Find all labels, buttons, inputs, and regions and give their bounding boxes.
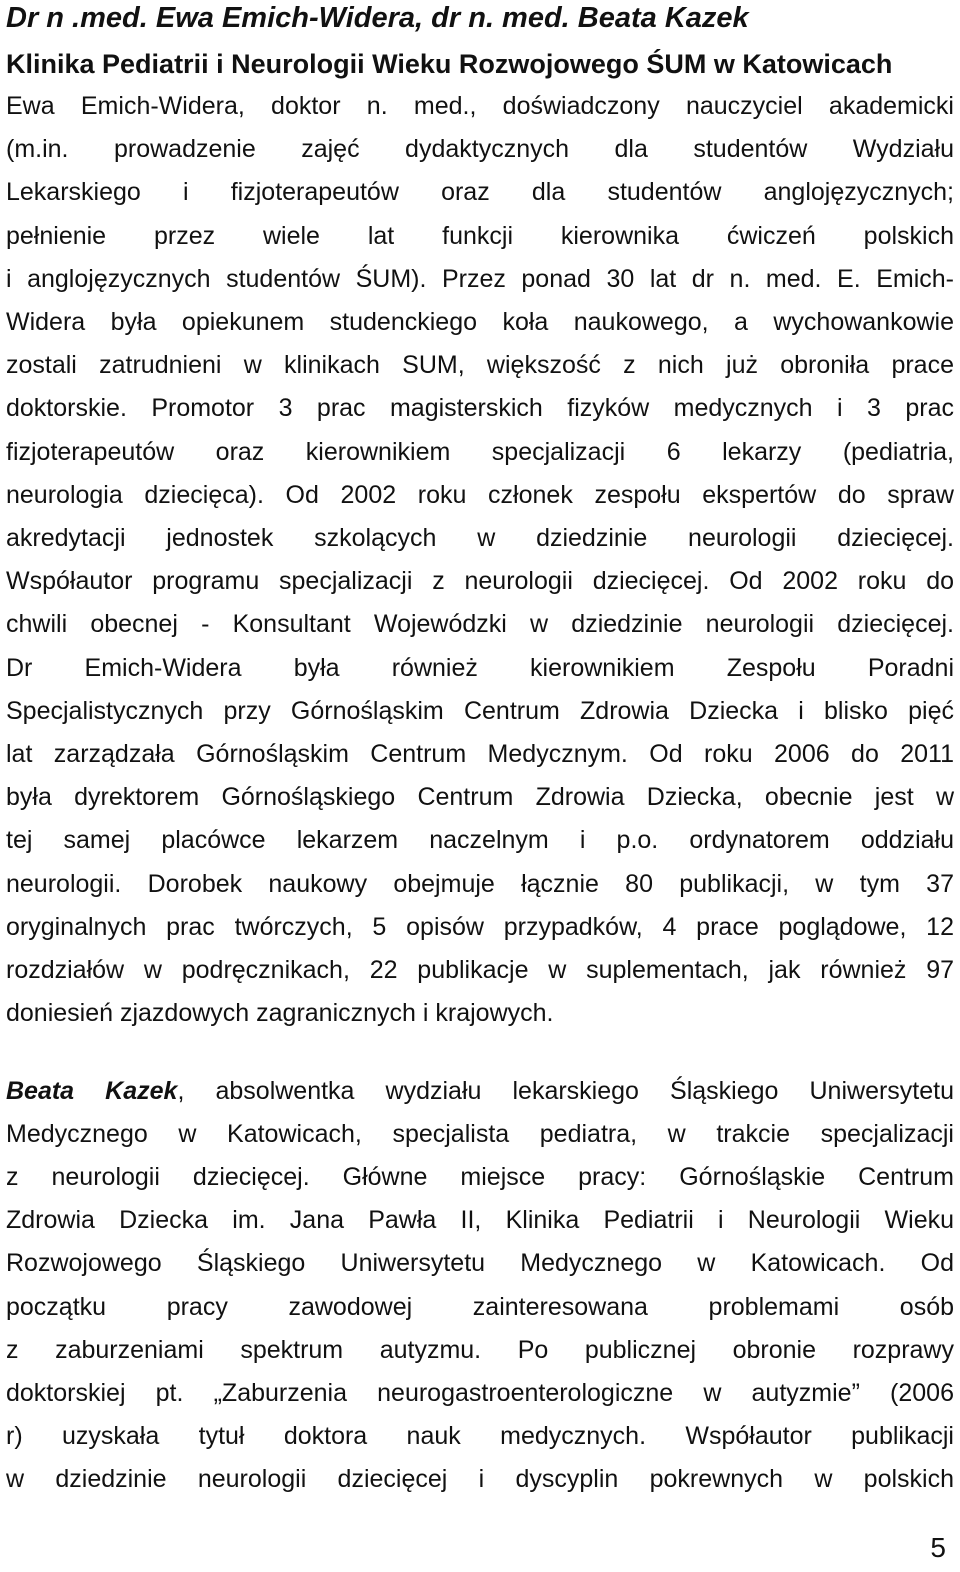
authors-heading: Dr n .med. Ewa Emich-Widera, dr n. med. Beata Kazek	[6, 2, 749, 34]
bio1-line: Ewa Emich-Widera, doktor n. med., doświadczony nauczyciel akademicki	[6, 92, 954, 120]
person-name: Beata Kazek	[6, 1077, 178, 1105]
bio1-line: akredytacji jednostek szkolących w dziedzinie neurologii dziecięcej.	[6, 524, 954, 552]
bio1-line: chwili obecnej - Konsultant Wojewódzki w dziedzinie neurologii dziecięcej.	[6, 610, 954, 638]
bio1-line: była dyrektorem Górnośląskiego Centrum Zdrowia Dziecka, obecnie jest w	[6, 783, 954, 811]
bio1-line: zostali zatrudnieni w klinikach SUM, większość z nich już obroniła prace	[6, 351, 954, 379]
bio1-line: tej samej placówce lekarzem naczelnym i p.o. ordynatorem oddziału	[6, 826, 954, 854]
page-number: 5	[930, 1532, 946, 1563]
bio1-line: Dr Emich-Widera była również kierownikiem Zespołu Poradni	[6, 654, 954, 682]
affiliation-heading: Klinika Pediatrii i Neurologii Wieku Rozwojowego ŚUM w Katowicach	[6, 49, 893, 79]
bio2-line: Rozwojowego Śląskiego Uniwersytetu Medycznego w Katowicach. Od	[6, 1249, 954, 1277]
bio2-line: z neurologii dziecięcej. Główne miejsce pracy: Górnośląskie Centrum	[6, 1163, 954, 1191]
bio1-line: Lekarskiego i fizjoterapeutów oraz dla studentów anglojęzycznych;	[6, 178, 954, 206]
bio1-line: i anglojęzycznych studentów ŚUM). Przez ponad 30 lat dr n. med. E. Emich-	[6, 265, 954, 293]
bio2-line: początku pracy zawodowej zainteresowana problemami osób	[6, 1293, 954, 1321]
bio2-line: Medycznego w Katowicach, specjalista pediatra, w trakcie specjalizacji	[6, 1120, 954, 1148]
bio2-line: Zdrowia Dziecka im. Jana Pawła II, Klinika Pediatrii i Neurologii Wieku	[6, 1206, 954, 1234]
bio2-line: w dziedzinie neurologii dziecięcej i dyscyplin pokrewnych w polskich	[6, 1465, 954, 1493]
bio1-line: rozdziałów w podręcznikach, 22 publikacje w suplementach, jak również 97	[6, 956, 954, 984]
bio2-line: doktorskiej pt. „Zaburzenia neurogastroenterologiczne w autyzmie” (2006	[6, 1379, 954, 1407]
bio1-line: Specjalistycznych przy Górnośląskim Centrum Zdrowia Dziecka i blisko pięć	[6, 697, 954, 725]
bio2-first-line-rest: , absolwentka wydziału lekarskiego Śląskiego Uniwersytetu	[177, 1077, 955, 1105]
bio2-first-line	[6, 1071, 954, 1111]
bio1-line: fizjoterapeutów oraz kierownikiem specjalizacji 6 lekarzy (pediatria,	[6, 438, 954, 466]
bio2-line: r) uzyskała tytuł doktora nauk medycznych. Współautor publikacji	[6, 1422, 954, 1450]
bio1-line: Widera była opiekunem studenckiego koła naukowego, a wychowankowie	[6, 308, 954, 336]
bio1-line: Współautor programu specjalizacji z neurologii dziecięcej. Od 2002 roku do	[6, 567, 954, 595]
bio1-line: lat zarządzała Górnośląskim Centrum Medycznym. Od roku 2006 do 2011	[6, 740, 954, 768]
bio2-line: z zaburzeniami spektrum autyzmu. Po publicznej obronie rozprawy	[6, 1336, 954, 1364]
bio1-line: pełnienie przez wiele lat funkcji kierownika ćwiczeń polskich	[6, 222, 954, 250]
bio1-line: neurologii. Dorobek naukowy obejmuje łącznie 80 publikacji, w tym 37	[6, 870, 954, 898]
bio1-line: doktorskie. Promotor 3 prac magisterskich fizyków medycznych i 3 prac	[6, 394, 954, 422]
bio1-line: doniesień zjazdowych zagranicznych i krajowych.	[6, 999, 554, 1027]
bio1-line: (m.in. prowadzenie zajęć dydaktycznych dla studentów Wydziału	[6, 135, 954, 163]
bio1-line: oryginalnych prac twórczych, 5 opisów przypadków, 4 prace poglądowe, 12	[6, 913, 954, 941]
bio1-line: neurologia dziecięca). Od 2002 roku członek zespołu ekspertów do spraw	[6, 481, 954, 509]
